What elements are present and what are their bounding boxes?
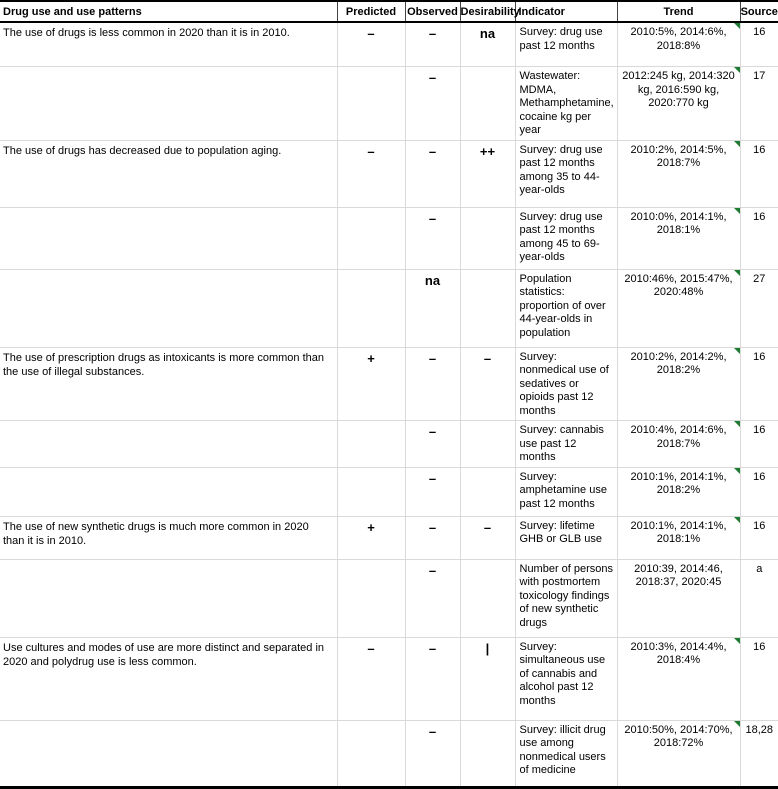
source-cell: a — [740, 559, 778, 637]
observed-cell: – — [405, 67, 460, 141]
desirability-cell — [460, 467, 515, 516]
column-header-indicator: Indicator — [515, 1, 617, 22]
table-row — [0, 637, 778, 720]
trend-cell — [617, 22, 740, 67]
source-cell: 16 — [740, 207, 778, 269]
cell-flag-triangle-icon — [734, 23, 740, 29]
trend-cell — [617, 140, 740, 207]
predicted-cell — [337, 720, 405, 787]
table-row — [0, 559, 778, 637]
trend-text: 2010:2%, 2014:2%, 2018:2% — [630, 350, 727, 376]
desirability-cell: | — [460, 637, 515, 720]
trend-cell — [617, 516, 740, 559]
pattern-cell — [0, 67, 337, 141]
cell-flag-triangle-icon — [734, 141, 740, 147]
trend-text: 2010:4%, 2014:6%, 2018:7% — [630, 424, 727, 450]
observed-cell: – — [405, 347, 460, 421]
desirability-cell — [460, 720, 515, 787]
table-row — [0, 467, 778, 516]
cell-flag-triangle-icon — [734, 721, 740, 727]
indicator-cell: Survey: illicit drug use among nonmedical users of medicine — [515, 720, 617, 787]
indicator-cell: Survey: cannabis use past 12 months — [515, 421, 617, 468]
source-cell: 16 — [740, 516, 778, 559]
observed-cell: – — [405, 207, 460, 269]
pattern-cell — [0, 559, 337, 637]
desirability-cell — [460, 67, 515, 141]
pattern-cell: The use of prescription drugs as intoxicants is more common than the use of illegal substances. — [0, 347, 337, 421]
table-row — [0, 421, 778, 468]
column-header-trend: Trend — [617, 1, 740, 22]
column-header-observed: Observed — [405, 1, 460, 22]
pattern-cell — [0, 421, 337, 468]
trend-cell — [617, 720, 740, 787]
table-row — [0, 347, 778, 421]
observed-cell: – — [405, 421, 460, 468]
desirability-cell — [460, 207, 515, 269]
pattern-cell — [0, 269, 337, 347]
trend-cell — [617, 207, 740, 269]
indicator-cell: Survey: drug use past 12 months — [515, 22, 617, 67]
trend-cell — [617, 67, 740, 141]
trend-cell — [617, 559, 740, 637]
source-cell: 16 — [740, 22, 778, 67]
predicted-cell — [337, 467, 405, 516]
trend-text: 2010:1%, 2014:1%, 2018:1% — [630, 519, 727, 545]
trend-text: 2010:2%, 2014:5%, 2018:7% — [630, 143, 727, 169]
column-header-desirability: Desirability — [460, 1, 515, 22]
table-row — [0, 22, 778, 67]
pattern-cell: Use cultures and modes of use are more distinct and separated in 2020 and polydrug use is less common. — [0, 637, 337, 720]
trend-text: 2010:0%, 2014:1%, 2018:1% — [630, 210, 727, 236]
cell-flag-triangle-icon — [734, 208, 740, 214]
trend-cell — [617, 347, 740, 421]
source-cell: 16 — [740, 467, 778, 516]
predicted-cell — [337, 559, 405, 637]
trend-text: 2010:5%, 2014:6%, 2018:8% — [630, 26, 727, 52]
predicted-cell: – — [337, 22, 405, 67]
trend-text: 2010:46%, 2015:47%, 2020:48% — [624, 272, 733, 298]
observed-cell: – — [405, 720, 460, 787]
observed-cell: – — [405, 516, 460, 559]
observed-cell: – — [405, 559, 460, 637]
trend-cell — [617, 637, 740, 720]
trend-text: 2010:50%, 2014:70%, 2018:72% — [624, 723, 733, 749]
table-row — [0, 516, 778, 559]
indicator-cell: Survey: simultaneous use of cannabis and alcohol past 12 months — [515, 637, 617, 720]
source-cell: 16 — [740, 421, 778, 468]
predicted-cell — [337, 207, 405, 269]
source-cell: 16 — [740, 140, 778, 207]
indicator-cell: Wastewater: MDMA, Methamphetamine, cocaine kg per year — [515, 67, 617, 141]
pattern-cell: The use of drugs is less common in 2020 than it is in 2010. — [0, 22, 337, 67]
desirability-cell — [460, 421, 515, 468]
header-row — [0, 1, 778, 22]
cell-flag-triangle-icon — [734, 638, 740, 644]
source-cell: 16 — [740, 347, 778, 421]
pattern-cell: The use of new synthetic drugs is much more common in 2020 than it is in 2010. — [0, 516, 337, 559]
desirability-cell — [460, 559, 515, 637]
indicator-cell: Survey: amphetamine use past 12 months — [515, 467, 617, 516]
table-row — [0, 67, 778, 141]
pattern-cell: The use of drugs has decreased due to population aging. — [0, 140, 337, 207]
desirability-cell: ++ — [460, 140, 515, 207]
source-cell: 16 — [740, 637, 778, 720]
indicator-cell: Survey: drug use past 12 months among 35 to 44-year-olds — [515, 140, 617, 207]
column-header-patterns: Drug use and use patterns — [0, 1, 337, 22]
cell-flag-triangle-icon — [734, 517, 740, 523]
column-header-source: Source — [740, 1, 778, 22]
observed-cell: – — [405, 22, 460, 67]
predicted-cell — [337, 421, 405, 468]
trend-text: 2010:3%, 2014:4%, 2018:4% — [630, 640, 727, 666]
predicted-cell: – — [337, 140, 405, 207]
predicted-cell: + — [337, 516, 405, 559]
desirability-cell: – — [460, 516, 515, 559]
trend-cell — [617, 467, 740, 516]
trend-text: 2010:1%, 2014:1%, 2018:2% — [630, 470, 727, 496]
cell-flag-triangle-icon — [734, 67, 740, 73]
indicator-cell: Survey: nonmedical use of sedatives or opioids past 12 months — [515, 347, 617, 421]
observed-cell: na — [405, 269, 460, 347]
trend-text: 2012:245 kg, 2014:320 kg, 2016:590 kg, 2020:770 kg — [622, 70, 735, 109]
table-row — [0, 720, 778, 787]
table-row — [0, 207, 778, 269]
observed-cell: – — [405, 467, 460, 516]
table-row — [0, 140, 778, 207]
indicator-cell: Population statistics: proportion of over 44-year-olds in population — [515, 269, 617, 347]
pattern-cell — [0, 207, 337, 269]
desirability-cell — [460, 269, 515, 347]
column-header-predicted: Predicted — [337, 1, 405, 22]
predicted-cell — [337, 269, 405, 347]
pattern-cell — [0, 467, 337, 516]
predicted-cell: – — [337, 637, 405, 720]
cell-flag-triangle-icon — [734, 421, 740, 427]
predicted-cell: + — [337, 347, 405, 421]
indicator-cell: Survey: lifetime GHB or GLB use — [515, 516, 617, 559]
pattern-cell — [0, 720, 337, 787]
observed-cell: – — [405, 637, 460, 720]
observed-cell: – — [405, 140, 460, 207]
trend-cell — [617, 421, 740, 468]
cell-flag-triangle-icon — [734, 468, 740, 474]
trend-cell — [617, 269, 740, 347]
source-cell: 27 — [740, 269, 778, 347]
indicator-cell: Number of persons with postmortem toxicology findings of new synthetic drugs — [515, 559, 617, 637]
desirability-cell: – — [460, 347, 515, 421]
indicator-cell: Survey: drug use past 12 months among 45 to 69-year-olds — [515, 207, 617, 269]
trend-text: 2010:39, 2014:46, 2018:37, 2020:45 — [634, 562, 723, 588]
predicted-cell — [337, 67, 405, 141]
table-row — [0, 269, 778, 347]
desirability-cell: na — [460, 22, 515, 67]
source-cell: 17 — [740, 67, 778, 141]
source-cell: 18,28 — [740, 720, 778, 787]
cell-flag-triangle-icon — [734, 348, 740, 354]
cell-flag-triangle-icon — [734, 270, 740, 276]
